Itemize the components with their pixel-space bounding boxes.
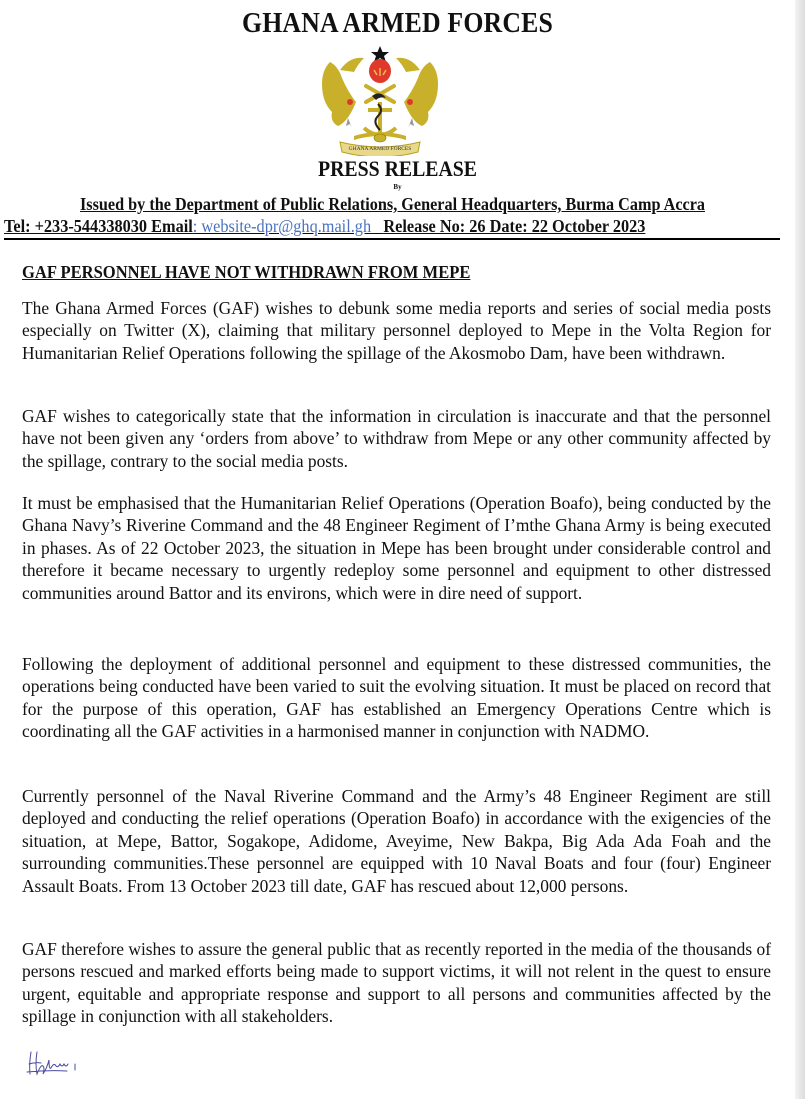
headline: GAF PERSONNEL HAVE NOT WITHDRAWN FROM MEPE [22, 262, 471, 282]
paragraph: GAF wishes to categorically state that the information in circulation is inaccurate and that the personnel have not been given any ‘orders from above’ to withdraw from Mepe or any other community affected by the spillage, contrary to the social media posts. [22, 406, 771, 471]
crest-motto-text: GHANA ARMED FORCES [348, 146, 412, 152]
handwritten-signature-icon [25, 1048, 85, 1078]
organization-title: GHANA ARMED FORCES [241, 8, 554, 39]
header-divider [4, 238, 780, 240]
paragraph: The Ghana Armed Forces (GAF) wishes to debunk some media reports and series of social media posts especially on Twitter (X), claiming that military personnel deployed to Mepe in the Volta Region for Humanitarian Relief Operations following the spillage of the Akosmobo Dam, have been withdrawn. [22, 298, 771, 363]
document-type-heading: PRESS RELEASE [317, 156, 478, 181]
crest-left-eagle [322, 58, 364, 128]
paragraph: Following the deployment of additional personnel and equipment to these distressed communities, the operations being conducted have been varied to suit the evolving situation. It must be placed on record that for the purpose of this operation, GAF has established an Emergency Operations Centre which is coordinating all the GAF activities in a harmonised manner in conjunction with NADMO. [22, 654, 771, 742]
crest-right-eagle [396, 58, 438, 128]
ghana-armed-forces-crest-icon [310, 44, 450, 156]
telephone-label: Tel: +233-544338030 Email [4, 216, 193, 236]
page-edge-shadow [795, 0, 805, 1099]
release-info: Release No: 26 Date: 22 October 2023 [383, 216, 646, 236]
paragraph: Currently personnel of the Naval Riverine Command and the Army’s 48 Engineer Regiment are still deployed and conducting the relief operations (Operation Boafo) in accordance with the exigencies of the situation, at Mepe, Battor, Sogakope, Adidome, Aveyime, New Bakpa, Big Ada Ada Foah and the surrounding communities.These personnel are equipped with 10 Naval Boats and four (four) Engineer Assault Boats. From 13 October 2023 till date, GAF has rescued about 12,000 persons. [22, 786, 771, 896]
contact-line [4, 216, 710, 237]
crest-anchor [364, 102, 396, 136]
issued-by-line: Issued by the Department of Public Relations, General Headquarters, Burma Camp Accra [79, 194, 705, 214]
paragraph: GAF therefore wishes to assure the general public that as recently reported in the media of the thousands of persons rescued and marked efforts being made to support victims, it will not relent in the quest to ensure urgent, equitable and appropriate response and support to all persons and communities affected by the spillage in conjunction with all stakeholders. [22, 939, 771, 1027]
by-label: By [393, 183, 402, 191]
paragraph: It must be emphasised that the Humanitarian Relief Operations (Operation Boafo), being conducted by the Ghana Navy’s Riverine Command and the 48 Engineer Regiment of I’mthe Ghana Army is being executed in phases. As of 22 October 2023, the situation in Mepe has been brought under considerable control and therefore it became necessary to urgently redeploy some personnel and equipment to other distressed communities around Battor and its environs, which were in dire need of support. [22, 493, 771, 603]
email-link[interactable]: : website-dpr@ghq.mail.gh [192, 216, 372, 236]
